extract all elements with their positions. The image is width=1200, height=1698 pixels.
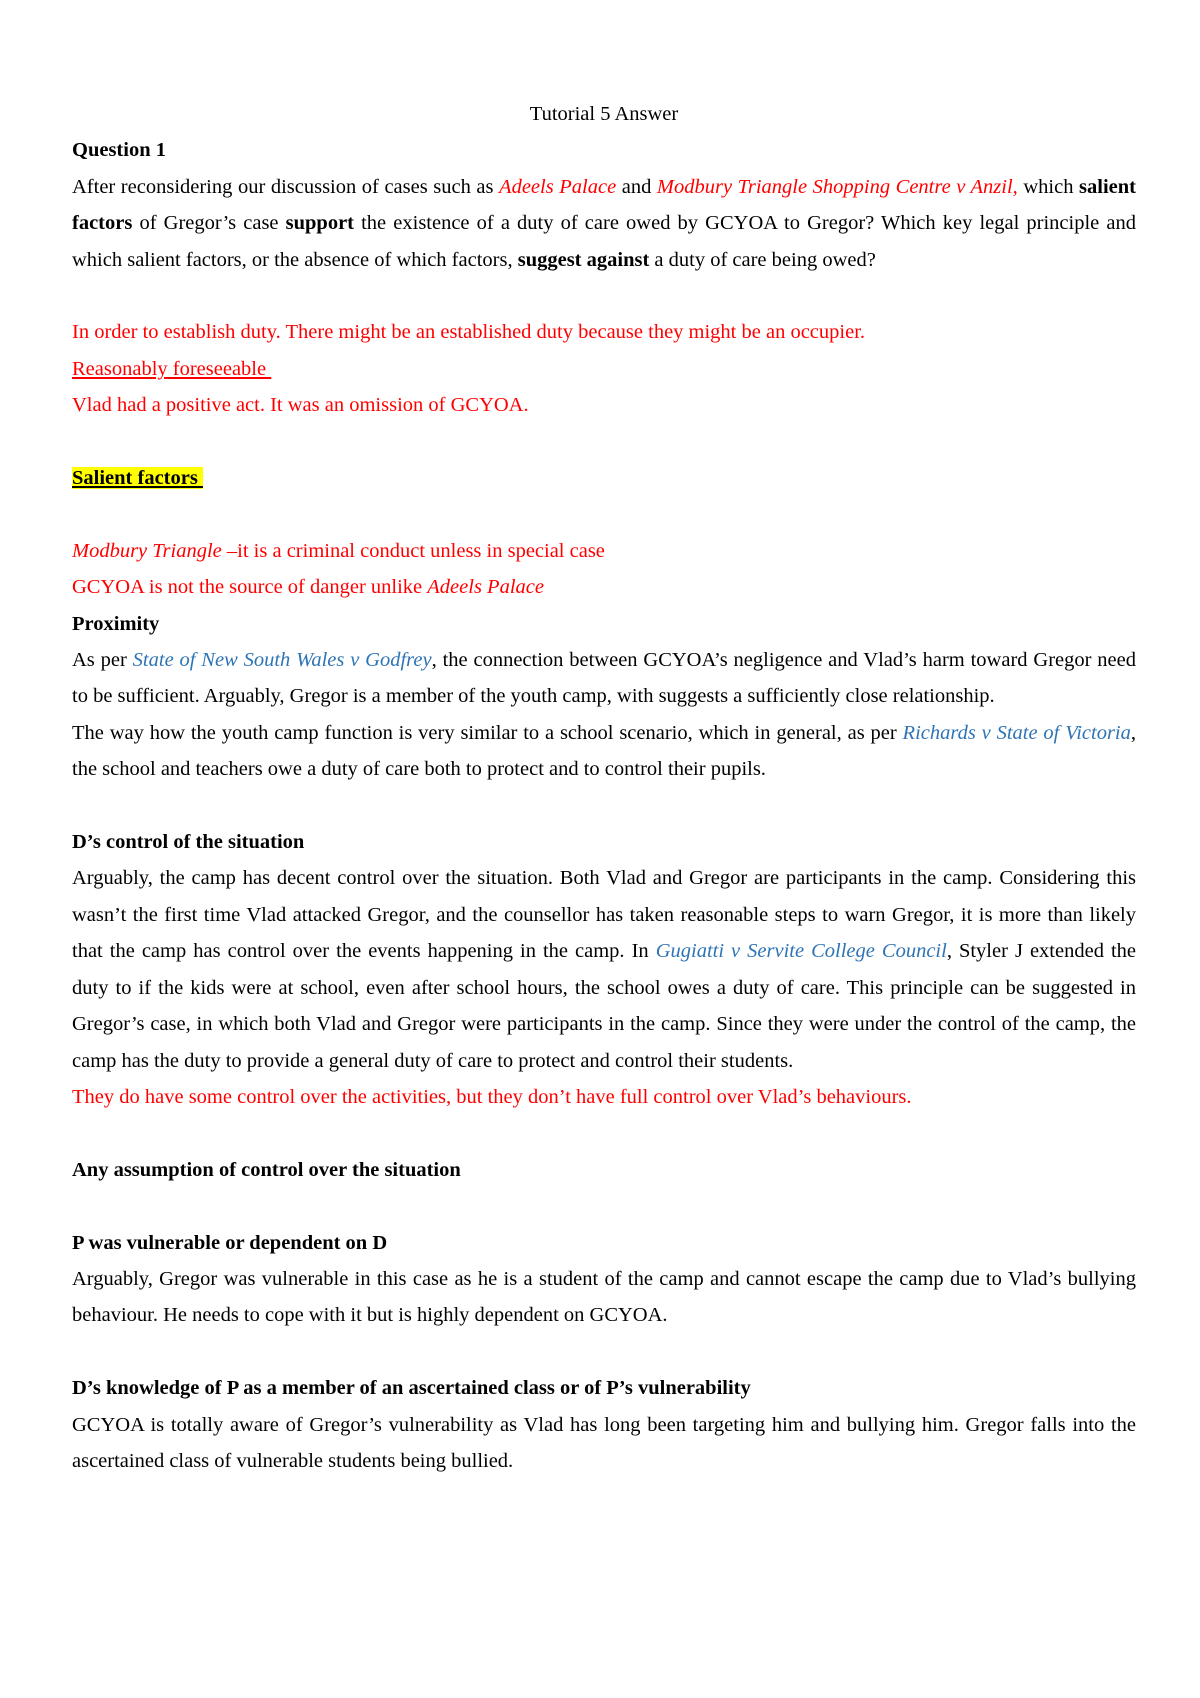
blank-line <box>72 424 1136 460</box>
case-name-godfrey: State of New South Wales v Godfrey <box>132 649 432 672</box>
assumption-heading: Any assumption of control over the situation <box>72 1158 461 1181</box>
answer-line-2 <box>72 351 1136 387</box>
case-name-gugiatti: Gugiatti v Servite College Council <box>655 940 947 963</box>
question-1-heading: Question 1 <box>72 139 166 162</box>
answer-underlined-text: Reasonably foreseeable <box>72 357 272 380</box>
question-text-segment: of Gregor’s case <box>132 212 286 235</box>
blank-line <box>72 1334 1136 1370</box>
salient-gcyoa-text: GCYOA is not the source of danger unlike <box>72 576 428 599</box>
blank-line <box>72 788 1136 824</box>
blank-line <box>72 278 1136 314</box>
answer-line-3: Vlad had a positive act. It was an omission of GCYOA. <box>72 394 529 417</box>
proximity-heading: Proximity <box>72 612 160 635</box>
question-text-segment: the existence of a duty of care owed by GCYOA to Gregor? Which key legal principle and which salient factors, or the absence of which factors, <box>72 212 1136 271</box>
bold-term-salient-factors: salient factors <box>72 175 1136 235</box>
proximity-paragraph-2 <box>72 715 1136 788</box>
case-name-modbury-triangle: Modbury Triangle Shopping Centre v Anzil, <box>656 175 1018 198</box>
control-answer-line: They do have some control over the activities, but they don’t have full control over Vlad’s behaviours. <box>72 1085 912 1108</box>
proximity-text: As per <box>72 649 133 672</box>
answer-line-1: In order to establish duty. There might be an established duty because they might be an occupier. <box>72 321 866 344</box>
question-text-segment: and <box>616 175 657 198</box>
control-paragraph <box>72 860 1136 1078</box>
case-name-modbury-triangle: Modbury Triangle <box>72 539 222 562</box>
blank-line <box>72 1188 1136 1224</box>
page-title: Tutorial 5 Answer <box>529 103 679 125</box>
proximity-paragraph-1 <box>72 642 1136 715</box>
proximity-text: The way how the youth camp function is very similar to a school scenario, which in general, as per <box>72 721 903 744</box>
bold-term-support: support <box>285 212 354 235</box>
knowledge-paragraph: GCYOA is totally aware of Gregor’s vulnerability as Vlad has long been targeting him and bullying him. Gregor falls into the ascertained class of vulnerable students being bullied. <box>72 1413 1136 1472</box>
salient-modbury-text: –it is a criminal conduct unless in special case <box>221 539 605 562</box>
case-name-richards: Richards v State of Victoria <box>902 721 1131 744</box>
question-1-text <box>72 169 1136 278</box>
vulnerable-heading: P was vulnerable or dependent on D <box>72 1231 388 1254</box>
case-name-adeels-palace: Adeels Palace <box>499 175 617 198</box>
salient-gcyoa-line <box>72 569 1136 605</box>
knowledge-heading: D’s knowledge of P as a member of an ascertained class or of P’s vulnerability <box>72 1377 751 1400</box>
salient-factors-heading-text: Salient factors <box>72 467 203 490</box>
control-text: , Styler J extended the duty to if the kids were at school, even after school hours, the school owes a duty of care. This principle can be suggested in Gregor’s case, in which both Vlad and Gregor were participants in the camp. Since they were under the control of the camp, the camp has the duty to provide a general duty of care to protect and control their students. <box>72 940 1137 1072</box>
vulnerable-paragraph: Arguably, Gregor was vulnerable in this case as he is a student of the camp and cannot escape the camp due to Vlad’s bullying behaviour. He needs to cope with it but is highly dependent on GCYOA. <box>72 1267 1136 1327</box>
question-text-segment: a duty of care being owed? <box>649 248 876 271</box>
control-text: Arguably, the camp has decent control over the situation. Both Vlad and Gregor are participants in the camp. Considering this wasn’t the first time Vlad attacked Gregor, and the counsellor has taken reasonable steps to warn Gregor, it is more than likely that the camp has control over the events happening in the camp. In <box>72 867 1136 963</box>
case-name-adeels-palace: Adeels Palace <box>427 576 544 599</box>
salient-modbury-line <box>72 533 1136 569</box>
document-page <box>72 96 1136 1479</box>
bold-term-suggest-against: suggest against <box>517 248 650 271</box>
question-text-segment: which <box>1017 175 1080 198</box>
control-heading: D’s control of the situation <box>72 831 305 854</box>
question-text-segment: After reconsidering our discussion of cases such as <box>72 175 500 198</box>
blank-line <box>72 1115 1136 1151</box>
proximity-text: , the school and teachers owe a duty of care both to protect and to control their pupils. <box>72 721 1136 781</box>
salient-factors-heading <box>72 460 1136 496</box>
blank-line <box>72 496 1136 532</box>
proximity-text: , the connection between GCYOA’s negligence and Vlad’s harm toward Gregor need to be sufficient. Arguably, Gregor is a member of the youth camp, with suggests a sufficiently close relationship. <box>72 649 1136 708</box>
